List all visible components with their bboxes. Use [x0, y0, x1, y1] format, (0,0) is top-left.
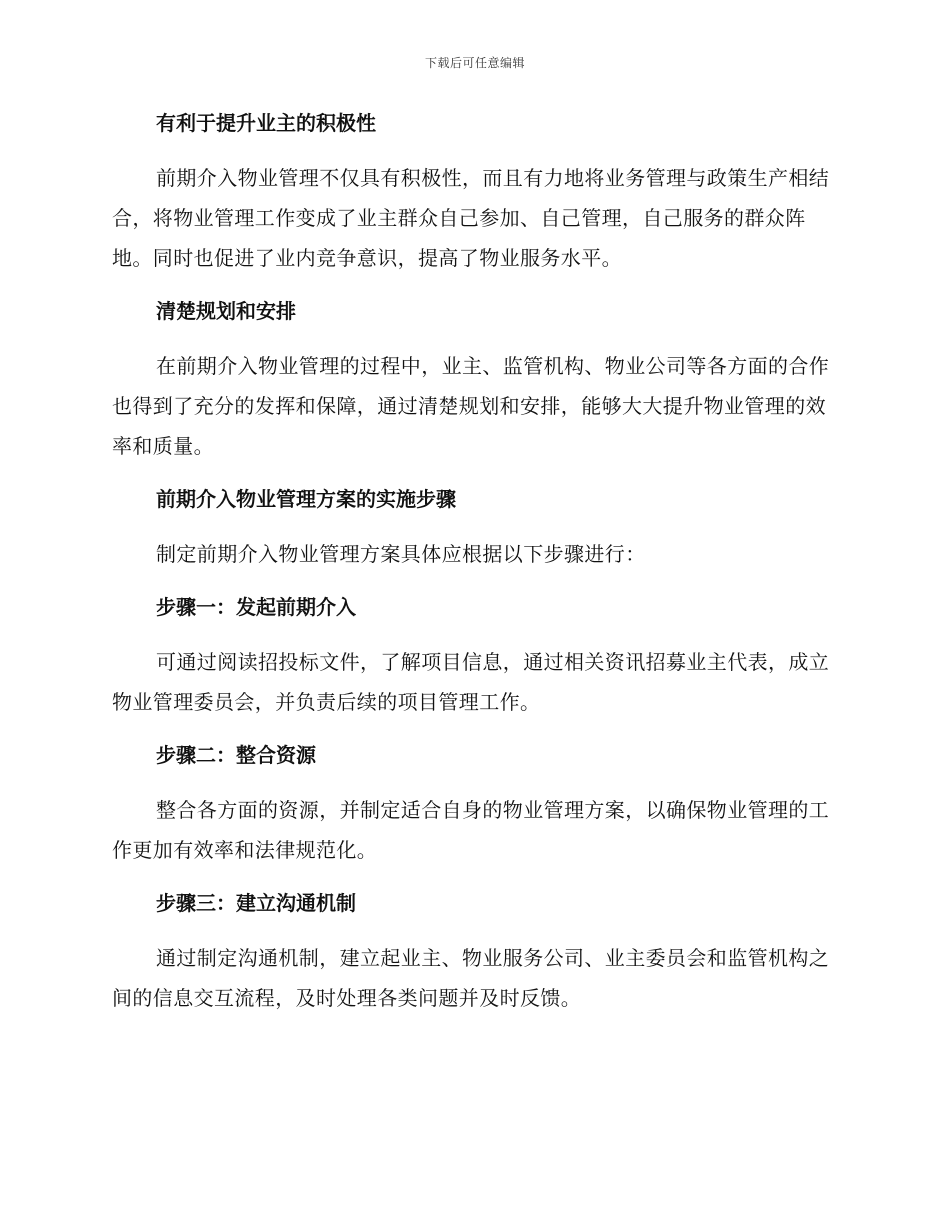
document-body	[112, 108, 832, 1036]
section-heading-step-one: 步骤一：发起前期介入	[156, 595, 356, 619]
section-paragraph-implementation-steps: 制定前期介入物业管理方案具体应根据以下步骤进行：	[156, 542, 646, 566]
section-paragraph-owner-enthusiasm: 前期介入物业管理不仅具有积极性，而且有力地将业务管理与政策生产相结合，将物业管理工作变成了业主群众自己参加、自己管理，自己服务的群众阵地。同时也促进了业内竞争意识，提高了物业服务水平。	[112, 166, 830, 270]
section-heading-planning: 清楚规划和安排	[156, 299, 296, 323]
section-heading-implementation-steps: 前期介入物业管理方案的实施步骤	[156, 487, 456, 511]
section-paragraph-planning: 在前期介入物业管理的过程中，业主、监管机构、物业公司等各方面的合作也得到了充分的发挥和保障，通过清楚规划和安排，能够大大提升物业管理的效率和质量。	[112, 354, 830, 458]
section-heading-step-three: 步骤三：建立沟通机制	[156, 891, 356, 915]
section-heading-owner-enthusiasm: 有利于提升业主的积极性	[156, 111, 376, 135]
page-header: 下载后可任意编辑	[424, 56, 525, 70]
section-paragraph-step-three: 通过制定沟通机制，建立起业主、物业服务公司、业主委员会和监管机构之间的信息交互流程，及时处理各类问题并及时反馈。	[112, 946, 830, 1010]
section-heading-step-two: 步骤二：整合资源	[156, 743, 316, 767]
section-paragraph-step-two: 整合各方面的资源，并制定适合自身的物业管理方案，以确保物业管理的工作更加有效率和法律规范化。	[112, 798, 830, 862]
section-paragraph-step-one: 可通过阅读招投标文件，了解项目信息，通过相关资讯招募业主代表，成立物业管理委员会，并负责后续的项目管理工作。	[112, 650, 830, 714]
